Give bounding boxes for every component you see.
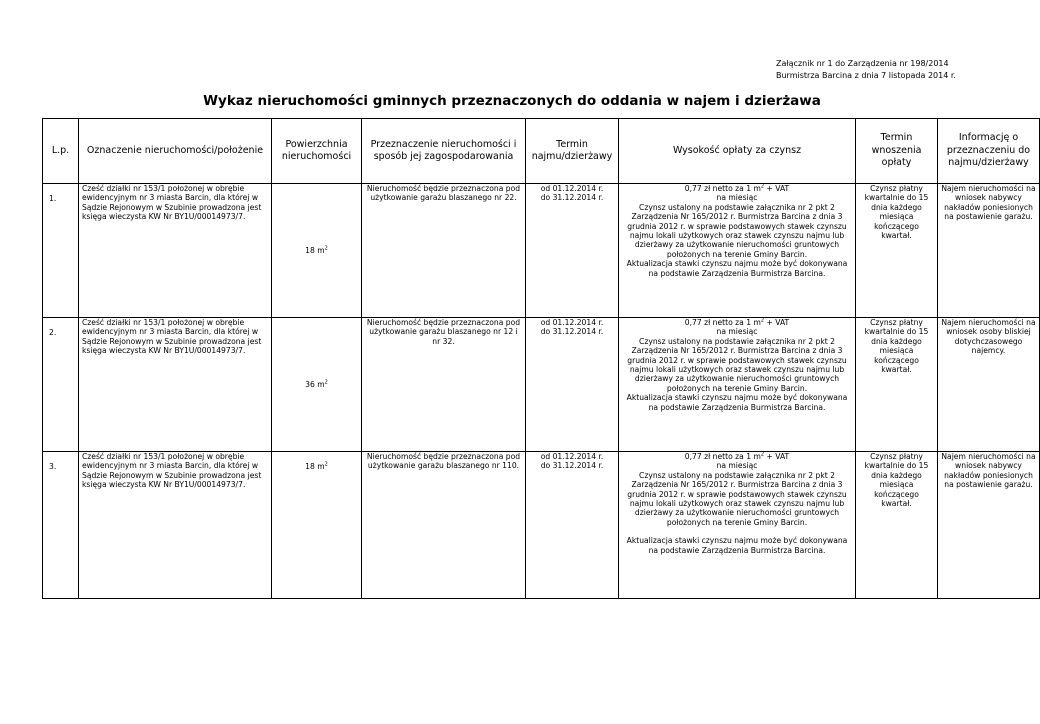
- cell-wnoszenie: Czynsz płatny kwartalnie do 15 dnia każdego miesiąca kończącego kwartał.: [856, 452, 938, 599]
- area-unit-superscript: 2: [324, 245, 328, 252]
- rent-basis: Czynsz ustalony na podstawie załącznika nr 2 pkt 2 Zarządzenia Nr 165/2012 r. Burmistrza Barcina z dnia 3 grudnia 2012 r. w sprawie podstawowych stawek czynszu najmu lokali użytkowych oraz stawek czynszu najmu lub dzierżawy za użytkowanie nieruchomości gruntowych położonych na terenie Gminy Barcin.: [627, 202, 847, 259]
- rent-rate: 0,77 zł netto za 1 $m^2$ + VAT: [684, 183, 790, 193]
- cell-powierzchnia: [272, 452, 362, 599]
- term-to: do 31.12.2014 r.: [540, 327, 604, 337]
- rent-update-note: Aktualizacja stawki czynszu najmu może być dokonywana na podstawie Zarządzenia Burmistrza Barcina.: [626, 393, 848, 412]
- row-number: 1.: [49, 194, 57, 203]
- area-unit-superscript: 2: [324, 461, 328, 468]
- cell-przeznaczenie: Nieruchomość będzie przeznaczona pod użytkowanie garażu blaszanego nr 110.: [362, 452, 526, 599]
- table-row: [43, 452, 1040, 599]
- term-from: od 01.12.2014 r.: [540, 318, 604, 327]
- cell-informacja: Najem nieruchomości na wniosek osoby bliskiej dotychczasowego najemcy.: [938, 318, 1040, 452]
- row-number: 3.: [49, 462, 57, 471]
- cell-oplata: [619, 318, 856, 452]
- cell-oplata: [619, 452, 856, 599]
- cell-informacja: Najem nieruchomości na wniosek nabywcy nakładów poniesionych na postawienie garażu.: [938, 452, 1040, 599]
- column-header-informacja: Informację o przeznaczeniu do najmu/dzierżawy: [938, 119, 1040, 184]
- column-header-termin: Termin najmu/dzierżawy: [526, 119, 619, 184]
- table-row: [43, 318, 1040, 452]
- column-header-oznaczenie: Oznaczenie nieruchomości/położenie: [79, 119, 272, 184]
- row-number: 2.: [49, 328, 57, 337]
- cell-wnoszenie: Czynsz płatny kwartalnie do 15 dnia każdego miesiąca kończącego kwartał.: [856, 184, 938, 318]
- area-value: 36 m: [305, 379, 325, 389]
- attachment-note-line-2: Burmistrza Barcina z dnia 7 listopada 2014 r.: [776, 71, 956, 80]
- column-header-wnoszenie: Termin wnoszenia opłaty: [856, 119, 938, 184]
- cell-termin: [526, 184, 619, 318]
- cell-przeznaczenie: Nieruchomość będzie przeznaczona pod użytkowanie garażu blaszanego nr 22.: [362, 184, 526, 318]
- cell-termin: [526, 318, 619, 452]
- rent-rate: 0,77 zł netto za 1 $m^2$ + VAT: [684, 451, 790, 461]
- rent-update-note: Aktualizacja stawki czynszu najmu może być dokonywana na podstawie Zarządzenia Burmistrza Barcina.: [626, 259, 848, 278]
- rent-rate: 0,77 zł netto za 1 $m^2$ + VAT: [684, 317, 790, 327]
- cell-lp: [43, 318, 79, 452]
- attachment-note: [776, 58, 956, 82]
- area-value: 18 m: [305, 245, 325, 255]
- cell-przeznaczenie: Nieruchomość będzie przeznaczona pod użytkowanie garażu blaszanego nr 12 i nr 32.: [362, 318, 526, 452]
- rent-basis: Czynsz ustalony na podstawie załącznika nr 2 pkt 2 Zarządzenia Nr 165/2012 r. Burmistrza Barcina z dnia 3 grudnia 2012 r. w sprawie podstawowych stawek czynszu najmu lokali użytkowych oraz stawek czynszu najmu lub dzierżawy za użytkowanie nieruchomości gruntowych położonych na terenie Gminy Barcin.: [627, 470, 847, 527]
- cell-powierzchnia: [272, 318, 362, 452]
- rent-period: na miesiąc: [716, 461, 758, 471]
- term-to: do 31.12.2014 r.: [540, 193, 604, 203]
- table-row: [43, 184, 1040, 318]
- cell-powierzchnia: [272, 184, 362, 318]
- term-from: od 01.12.2014 r.: [540, 184, 604, 193]
- cell-lp: [43, 452, 79, 599]
- area-unit-superscript: 2: [324, 379, 328, 386]
- document-title: Wykaz nieruchomości gminnych przeznaczonych do oddania w najem i dzierżawa: [203, 93, 821, 109]
- column-header-przeznaczenie: Przeznaczenie nieruchomości i sposób jej zagospodarowania: [362, 119, 526, 184]
- rent-update-note: Aktualizacja stawki czynszu najmu może być dokonywana na podstawie Zarządzenia Burmistrza Barcina.: [626, 536, 848, 555]
- column-header-powierzchnia: Powierzchnia nieruchomości: [272, 119, 362, 184]
- paragraph-gap: [622, 527, 852, 536]
- term-from: od 01.12.2014 r.: [540, 452, 604, 461]
- column-header-lp: L.p.: [43, 119, 79, 184]
- cell-oznaczenie: Cześć działki nr 153/1 położonej w obrębie ewidencyjnym nr 3 miasta Barcin, dla której w Sądzie Rejonowym w Szubinie prowadzona jest księga wieczysta KW Nr BY1U/00014973/7.: [79, 318, 272, 452]
- cell-wnoszenie: Czynsz płatny kwartalnie do 15 dnia każdego miesiąca kończącego kwartał.: [856, 318, 938, 452]
- column-header-oplata: Wysokość opłaty za czynsz: [619, 119, 856, 184]
- rent-period: na miesiąc: [716, 193, 758, 203]
- table-header-row: [43, 119, 1040, 184]
- attachment-note-line-1: Załącznik nr 1 do Zarządzenia nr 198/2014: [776, 59, 949, 68]
- area-value: 18 m: [305, 462, 325, 471]
- cell-oznaczenie: Cześć działki nr 153/1 położonej w obrębie ewidencyjnym nr 3 miasta Barcin, dla której w Sądzie Rejonowym w Szubinie prowadzona jest księga wieczysta KW Nr BY1U/00014973/7.: [79, 184, 272, 318]
- cell-termin: [526, 452, 619, 599]
- rent-basis: Czynsz ustalony na podstawie załącznika nr 2 pkt 2 Zarządzenia Nr 165/2012 r. Burmistrza Barcina z dnia 3 grudnia 2012 r. w sprawie podstawowych stawek czynszu najmu lokali użytkowych oraz stawek czynszu najmu lub dzierżawy za użytkowanie nieruchomości gruntowych położonych na terenie Gminy Barcin.: [627, 336, 847, 393]
- cell-oznaczenie: Cześć działki nr 153/1 położonej w obrębie ewidencyjnym nr 3 miasta Barcin, dla której w Sądzie Rejonowym w Szubinie prowadzona jest księga wieczysta KW Nr BY1U/00014973/7.: [79, 452, 272, 599]
- rent-period: na miesiąc: [716, 327, 758, 337]
- cell-lp: [43, 184, 79, 318]
- cell-informacja: Najem nieruchomości na wniosek nabywcy nakładów poniesionych na postawienie garażu.: [938, 184, 1040, 318]
- cell-oplata: [619, 184, 856, 318]
- term-to: do 31.12.2014 r.: [540, 461, 604, 471]
- property-table: [42, 118, 1040, 599]
